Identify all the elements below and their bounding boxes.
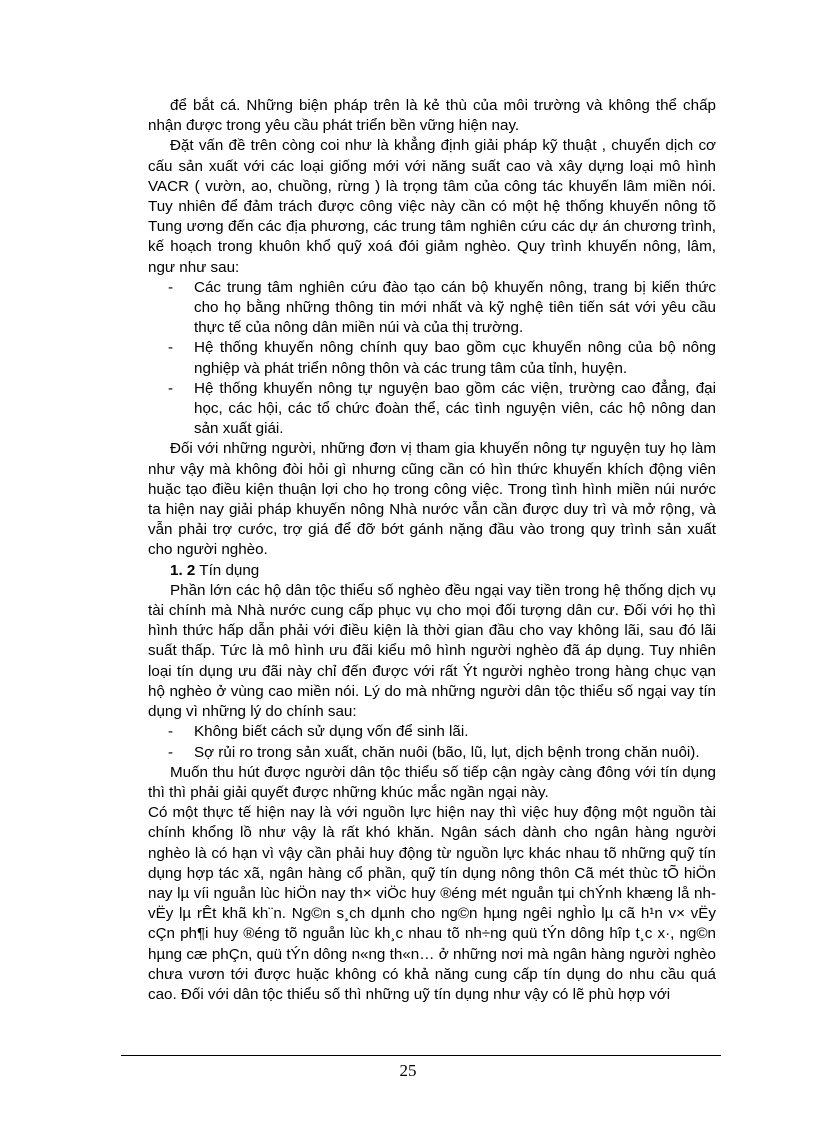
bullet-dash: - (168, 339, 174, 357)
list-item (148, 743, 716, 763)
bullet-dash: - (168, 723, 174, 741)
list-item-text: Hệ thống khuyến nông tự nguyện bao gồm các viện, trường cao đẳng, đại học, các hội, các tổ chức đoàn thể, các tình nguyện viên, các hộ nông dan sản xuất giái. (194, 379, 716, 438)
paragraph-2: Đặt vấn đề trên còng coi như là khẳng định giải pháp kỹ thuật , chuyển dịch cơ cấu sản xuất với các loại giống mới với năng suất cao và xây dựng loại mô hình VACR ( vườn, ao, chuồng, rừng ) là trọng tâm của công tác khuyến lâm miền nói. Tuy nhiên để đảm trách được công việc này cần có một hệ thống khuyến nông tõ Tung ương đến các địa phương, các trung tâm nghiên cứu các dự án chương trình, kế hoạch trong khuôn khổ quỹ xoá đói giảm nghèo. Quy trình khuyến nông, lâm, ngư như sau: (148, 137, 716, 276)
list-item (148, 722, 716, 742)
bullet-dash: - (168, 278, 174, 296)
page-content (148, 96, 716, 1005)
paragraph-4: Phần lớn các hộ dân tộc thiểu số nghèo đều ngại vay tiền trong hệ thống dịch vụ tài chính mà Nhà nước cung cấp phục vụ cho mọi đối tượng dân cư. Đối với họ thì hình thức hấp dẫn phải với điều kiện là thời gian đầu cho vay không lãi, sau đó lãi suất thấp. Tức là mô hình ưu đãi kiểu mô hình người nghèo đã áp dụng. Tuy nhiên loại tín dụng ưu đãi này chỉ đến được với rất Ýt người nghèo trong hàng chục vạn hộ nghèo ở vùng cao miền nói. Lý do mà những người dân tộc thiểu số ngại vay tín dụng vì những lý do chính sau: (148, 581, 716, 721)
list-item (148, 338, 716, 378)
bullet-dash: - (168, 743, 174, 761)
paragraph-1: để bắt cá. Những biện pháp trên là kẻ thù của môi trường và không thể chấp nhận được trong yêu cầu phát triển bền vững hiện nay. (148, 97, 716, 135)
bullet-list-extension (148, 278, 716, 440)
list-item-text: Hệ thống khuyến nông chính quy bao gồm cục khuyến nông của bộ nông nghiệp và phát triển nông thôn và các trung tâm của tỉnh, huyện. (194, 339, 716, 377)
section-number: 1. 2 (170, 561, 196, 579)
footer-divider (121, 1055, 721, 1056)
bullet-list-reasons (148, 722, 716, 762)
list-item-text: Các trung tâm nghiên cứu đào tạo cán bộ khuyến nông, trang bị kiến thức cho họ bằng những thông tin mới nhất và kỹ nghệ tiên tiến sát với yêu cầu thực tế của nông dân miền núi và của thị trường. (194, 278, 716, 337)
list-item (148, 278, 716, 339)
list-item (148, 379, 716, 440)
list-item-text: Sợ rủi ro trong sản xuất, chăn nuôi (bão, lũ, lụt, dịch bệnh trong chăn nuôi). (194, 743, 700, 761)
section-heading (148, 561, 716, 581)
paragraph-3: Đối với những người, những đơn vị tham gia khuyến nông tự nguyện tuy họ làm như vậy mà không đòi hỏi gì nhưng cũng cần có hìn thức khuyến khích động viên huặc tạo điều kiện thuận lợi cho họ trong công việc. Trong tình hình miền núi nước ta hiện nay giải pháp khuyến nông Nhà nước vẫn cần được duy trì và mở rộng, và vẫn phải trợ cước, trợ giá để đỡ bớt gánh nặng đầu vào trong quy trình sản xuất cho người nghèo. (148, 440, 716, 559)
list-item-text: Không biết cách sử dụng vốn để sinh lãi. (194, 723, 469, 741)
page-number: 25 (399, 1061, 417, 1080)
section-title: Tín dụng (195, 561, 260, 579)
paragraph-5: Muốn thu hút được người dân tộc thiểu số tiếp cận ngày càng đông với tín dụng thì thì phải giải quyết được những khúc mắc ngần ngại này. (148, 763, 716, 801)
paragraph-6: Có một thực tế hiện nay là với nguồn lực hiện nay thì việc huy động một nguồn tài chính khổng lồ như vậy là rất khó khăn. Ngân sách dành cho ngân hàng người nghèo là có hạn vì vậy cần phải huy động từ nguồn lực khác nhau tõ những quỹ tín dụng hợp tác xã, ngân hàng cổ phần, quỹ tín dụng nông thôn Cã mét thùc tÕ hiÖn nay lµ víi nguån lùc hiÖn nay th× viÖc huy ®éng mét nguån tµi chÝnh khæng lå nh vËy lµ rÊt khã kh¨n. Ng©n s¸ch dµnh cho ng©n hµng ngêi nghÌo lµ cã h¹n v× vËy cÇn ph¶i huy ®éng tõ nguån lùc kh¸c nhau tõ nh÷ng quü tÝn dông hîp t¸c x·, ng©n hµng cæ phÇn, quü tÝn dông n«ng th«n… ở những nơi mà ngân hàng người nghèo chưa vươn tới được huặc không có khả năng cung cấp tín dụng do nhu cầu quá cao. Đối với dân tộc thiểu số thì những uỹ tín dụng như vậy có lẽ phù hợp với (148, 804, 716, 1003)
bullet-dash: - (168, 379, 174, 397)
